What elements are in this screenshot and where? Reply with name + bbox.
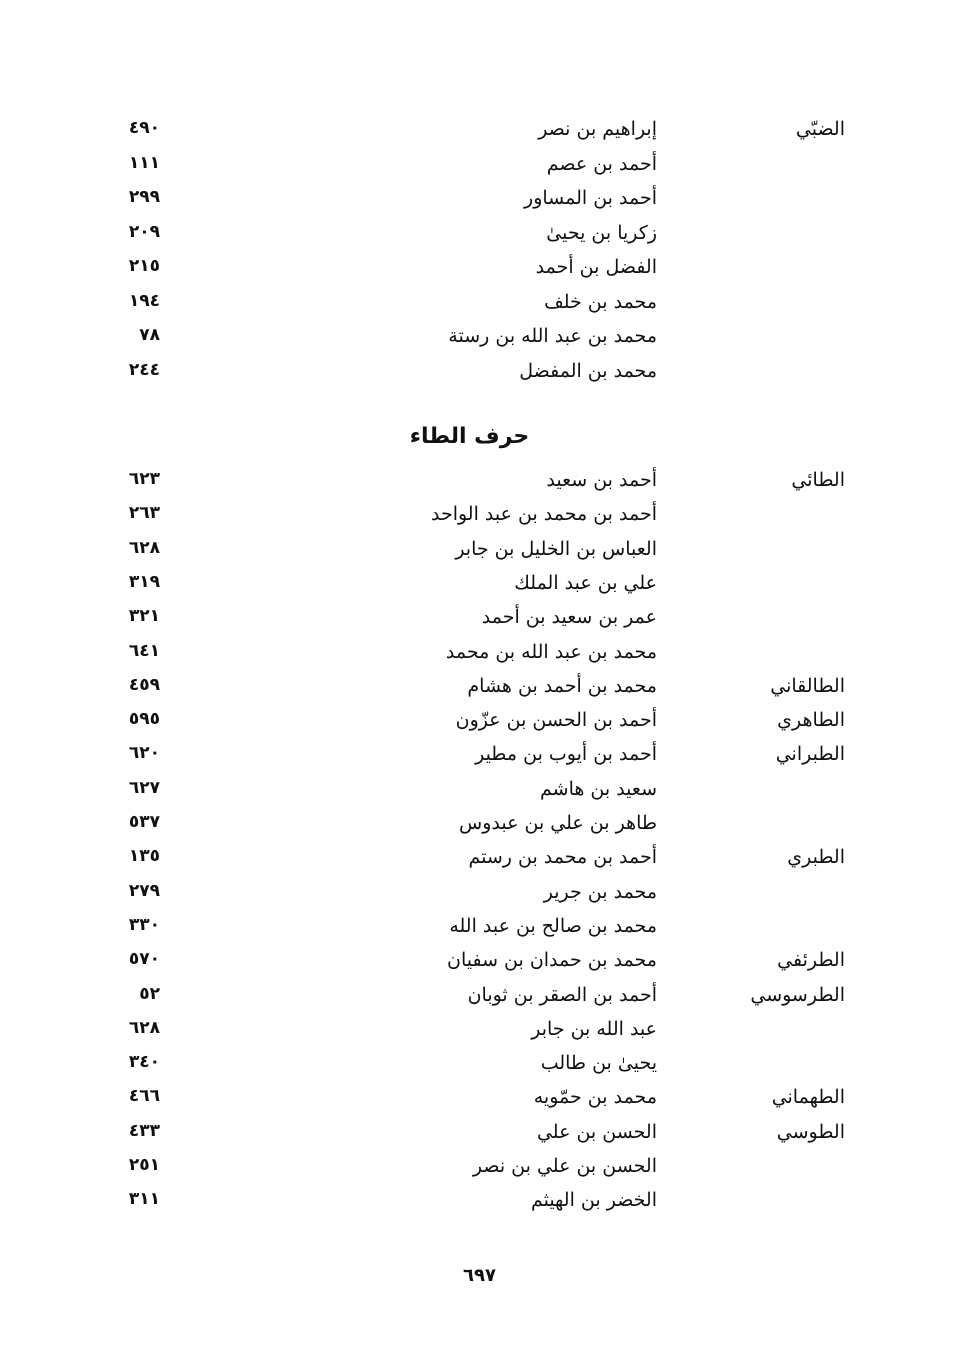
entry-name: يحيىٰ بن طالب bbox=[540, 1052, 657, 1075]
entry-page-number: ٤٦٦ bbox=[128, 1086, 160, 1107]
entry-name: الحسن بن علي بن نصر bbox=[472, 1155, 657, 1177]
entry-page-number: ٣٢١ bbox=[128, 606, 160, 627]
entry-page-number: ١٣٥ bbox=[128, 846, 160, 867]
entry-page-number: ٧٨ bbox=[139, 325, 160, 345]
index-entry bbox=[0, 709, 955, 743]
entry-page-number: ٥٢ bbox=[139, 983, 160, 1004]
entry-page-number: ١٩٤ bbox=[128, 290, 160, 311]
entry-name: محمد بن حمدان بن سفيان bbox=[446, 949, 657, 972]
entry-name: أحمد بن عصم bbox=[546, 152, 657, 175]
entry-page-number: ٤٩٠ bbox=[128, 118, 160, 138]
entry-page-number: ٦٢٧ bbox=[128, 777, 160, 798]
entry-page-number: ٢٦٣ bbox=[128, 503, 160, 524]
entry-page-number: ٢١٥ bbox=[128, 256, 160, 276]
index-entry bbox=[0, 153, 955, 187]
entry-name: الفضل بن أحمد bbox=[535, 256, 657, 278]
index-entry bbox=[0, 1189, 955, 1223]
index-entry bbox=[0, 846, 955, 880]
entry-name: أحمد بن محمد بن رستم bbox=[468, 846, 657, 869]
entry-name: محمد بن صالح بن عبد الله bbox=[449, 914, 657, 937]
entry-page-number: ٦٢٨ bbox=[128, 537, 160, 558]
entry-name: محمد بن المفضل bbox=[519, 359, 657, 382]
index-entry bbox=[0, 503, 955, 537]
index-entry bbox=[0, 538, 955, 572]
index-entry bbox=[0, 222, 955, 256]
index-entry bbox=[0, 1086, 955, 1120]
entry-page-number: ٤٣٣ bbox=[128, 1120, 160, 1141]
entry-nisba: الطرئفي bbox=[777, 949, 845, 972]
entry-page-number: ٥٧٠ bbox=[128, 949, 160, 970]
index-entry bbox=[0, 325, 955, 359]
index-entry bbox=[0, 675, 955, 709]
entry-name: أحمد بن أيوب بن مطير bbox=[475, 743, 657, 766]
entry-name: أحمد بن المساور bbox=[524, 187, 657, 209]
entry-page-number: ٦٢٣ bbox=[128, 469, 160, 489]
index-entry bbox=[0, 118, 955, 152]
page-number-text: ٦٩٧ bbox=[463, 1265, 496, 1286]
entry-page-number: ٥٩٥ bbox=[128, 709, 160, 730]
index-entry bbox=[0, 360, 955, 394]
entry-page-number: ٥٣٧ bbox=[128, 812, 160, 832]
entry-name: العباس بن الخليل بن جابر bbox=[455, 537, 657, 560]
entry-name: أحمد بن الحسن بن عزّون bbox=[455, 709, 657, 732]
index-entry bbox=[0, 743, 955, 777]
entry-name: أحمد بن سعيد bbox=[546, 469, 657, 491]
index-entry bbox=[0, 949, 955, 983]
index-entry bbox=[0, 915, 955, 949]
index-entry bbox=[0, 1155, 955, 1189]
entry-page-number: ٢٥١ bbox=[128, 1155, 160, 1175]
entry-nisba: الطهماني bbox=[771, 1086, 845, 1109]
entry-nisba: الطاهري bbox=[777, 709, 845, 732]
entry-page-number: ١١١ bbox=[128, 152, 160, 173]
entry-name: إبراهيم بن نصر bbox=[538, 118, 657, 140]
entry-nisba: الطبري bbox=[787, 846, 845, 869]
entry-nisba: الطرسوسي bbox=[750, 983, 845, 1006]
index-entry bbox=[0, 984, 955, 1018]
entry-name: عبد الله بن جابر bbox=[531, 1017, 657, 1040]
index-entry bbox=[0, 1121, 955, 1155]
entry-page-number: ٤٥٩ bbox=[128, 674, 160, 695]
section-heading bbox=[0, 424, 955, 449]
index-entry bbox=[0, 778, 955, 812]
entry-name: أحمد بن الصقر بن ثوبان bbox=[467, 983, 657, 1006]
section-heading-text: حرف الطاء bbox=[409, 424, 530, 449]
entry-name: محمد بن جرير bbox=[543, 880, 657, 903]
entry-page-number: ٢٤٤ bbox=[128, 359, 160, 380]
entry-page-number: ٢٠٩ bbox=[128, 221, 160, 242]
entry-page-number: ٣٤٠ bbox=[128, 1052, 160, 1073]
entry-page-number: ٦٢٨ bbox=[128, 1017, 160, 1038]
index-entry bbox=[0, 812, 955, 846]
index-entry bbox=[0, 1052, 955, 1086]
page-number bbox=[0, 1265, 955, 1286]
entry-name: محمد بن عبد الله بن رستة bbox=[448, 325, 657, 347]
entry-nisba: الطبراني bbox=[775, 743, 845, 766]
entry-page-number: ٣١٩ bbox=[128, 571, 160, 592]
entry-nisba: الطالقاني bbox=[770, 674, 845, 697]
entry-name: محمد بن عبد الله بن محمد bbox=[445, 640, 657, 663]
entry-name: زكريا بن يحيىٰ bbox=[546, 221, 657, 244]
index-entry bbox=[0, 572, 955, 606]
entry-page-number: ٢٧٩ bbox=[128, 880, 160, 901]
entry-name: طاهر بن علي بن عبدوس bbox=[459, 812, 657, 834]
entry-page-number: ٢٩٩ bbox=[128, 187, 160, 207]
index-entry bbox=[0, 256, 955, 290]
entry-page-number: ٦٤١ bbox=[128, 640, 160, 661]
entry-name: محمد بن خلف bbox=[544, 290, 657, 313]
entry-nisba: الطائي bbox=[791, 469, 845, 491]
entry-name: محمد بن أحمد بن هشام bbox=[467, 674, 657, 697]
index-entry bbox=[0, 641, 955, 675]
entry-name: أحمد بن محمد بن عبد الواحد bbox=[430, 503, 657, 526]
entry-name: عمر بن سعيد بن أحمد bbox=[481, 606, 657, 629]
entry-nisba: الطوسي bbox=[776, 1120, 845, 1143]
index-entry bbox=[0, 187, 955, 221]
entry-page-number: ٣١١ bbox=[128, 1189, 160, 1210]
entry-name: سعيد بن هاشم bbox=[540, 777, 657, 800]
entry-page-number: ٦٢٠ bbox=[128, 743, 160, 764]
entry-name: الخضر بن الهيثم bbox=[530, 1189, 657, 1212]
entry-name: علي بن عبد الملك bbox=[514, 571, 657, 594]
index-entry bbox=[0, 469, 955, 503]
entry-nisba: الضبّي bbox=[795, 118, 845, 140]
index-entry bbox=[0, 606, 955, 640]
entry-name: محمد بن حمّويه bbox=[533, 1086, 657, 1109]
entry-name: الحسن بن علي bbox=[536, 1120, 657, 1143]
index-entry bbox=[0, 881, 955, 915]
index-entry bbox=[0, 1018, 955, 1052]
entry-page-number: ٣٣٠ bbox=[128, 914, 160, 935]
index-entry bbox=[0, 291, 955, 325]
